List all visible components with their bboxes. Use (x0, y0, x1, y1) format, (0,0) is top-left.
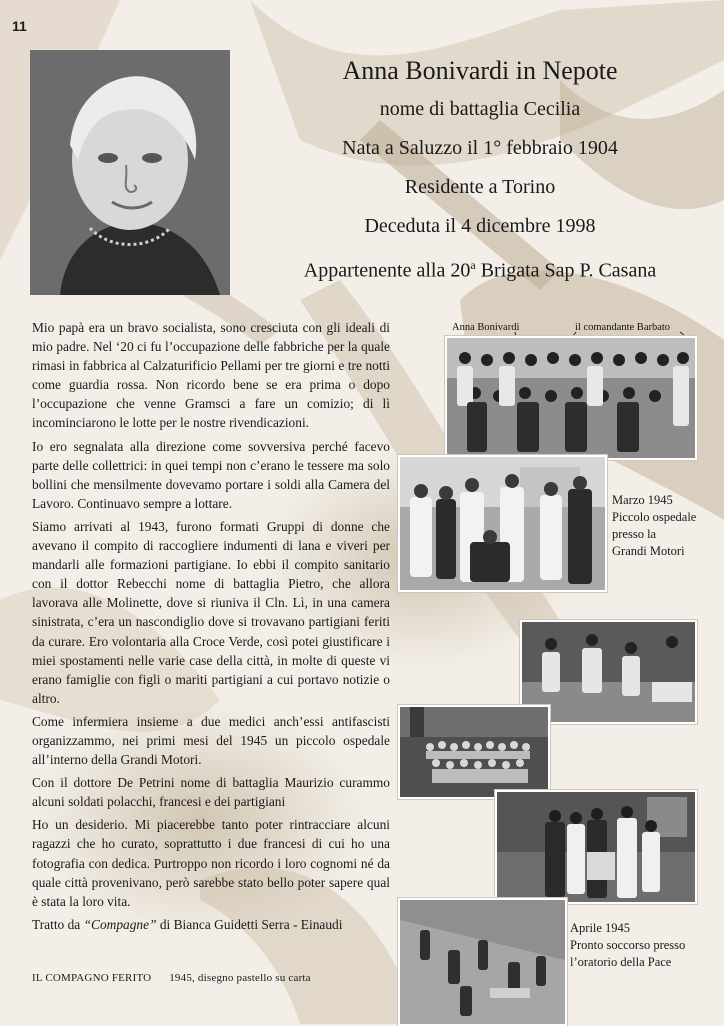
source-suffix: di Bianca Guidetti Serra - Einaudi (156, 916, 343, 932)
brigade-prefix: Appartenente alla 20 (303, 259, 471, 282)
brigade-line (250, 246, 710, 291)
source-citation (32, 915, 390, 934)
hospital-staff-photo (398, 455, 607, 592)
source-prefix: Tratto da (32, 916, 84, 932)
death-line: Deceduta il 4 dicembre 1998 (364, 215, 596, 237)
paragraph-1: Mio papà era un bravo socialista, sono cresciuta con gli ideali di mio padre. Nel ‘20 ci fu l’occupazione delle fabbriche per la quale rimasi in fabbrica al Calzaturificio Pellami per tre giorni e tre notti come guardia rossa. Non ricordo bene se era prima o dopo l’occupazione che venne Gramsci a fare un comizio; di lì incominciarono le lotte per le nostre rivendicazioni. (32, 320, 390, 431)
caption-marzo-line4: Grandi Motori (612, 544, 685, 558)
brigade-sup: a (470, 258, 476, 272)
large-group-photo (398, 705, 550, 799)
portrait-photo (30, 50, 230, 295)
label-commander-barbato: il comandante Barbato (575, 322, 671, 333)
paragraph-5: Con il dottore De Petrini nome di battaglia Maurizio curammo alcuni soldati polacchi, francesi e dei partigiani (32, 775, 390, 810)
paragraph-4: Come infermiera insieme a due medici anch’essi antifascisti organizzammo, nei primi mesi del 1945 un piccolo ospedale all’interno della Grandi Motori. (32, 713, 390, 768)
caption-aprile-1945 (570, 920, 685, 971)
birth-line: Nata a Saluzzo il 1° febbraio 1904 (342, 137, 618, 159)
person-name: Anna Bonivardi in Nepote (342, 56, 618, 85)
battle-name: nome di battaglia Cecilia (379, 98, 581, 120)
page-number: 11 (12, 18, 27, 34)
street-scene-photo (398, 898, 567, 1026)
testimony-text (32, 318, 390, 938)
caption-marzo-1945 (612, 492, 696, 560)
artwork-title: IL COMPAGNO FERITO (32, 972, 152, 984)
artwork-detail: 1945, disegno pastello su carta (169, 972, 311, 984)
artwork-credit (32, 972, 311, 984)
group-photo (445, 336, 697, 460)
soldiers-photo (495, 790, 697, 904)
brigade-suffix: Brigata Sap P. Casana (475, 259, 657, 282)
caption-marzo-line2: Piccolo ospedale (612, 510, 697, 524)
caption-marzo-line1: Marzo 1945 (612, 493, 673, 507)
paragraph-2: Io ero segnalata alla direzione come sovversiva perché facevo parte delle collettrici: in quei tempi non c’erano le tessere ma solo bollini che mensilmente dovevamo portare i soldi alla Camera del Lavoro. Continuavo sempre a lottare. (32, 438, 390, 511)
residence-line: Residente a Torino (404, 176, 556, 198)
caption-aprile-line1: Aprile 1945 (570, 921, 631, 935)
paragraph-3: Siamo arrivati al 1943, furono formati Gruppi di donne che avevano il compito di raccogliere indumenti di lana e viveri per mandarli alle formazioni partigiane. Io ebbi il compito sanitario con il dottor Rebecchi nome di battaglia Pietro, che allora lavorava alle Molinette, dove si riuniva il Cln. Lì, in una camera sinistrata, c’era un nascondiglio dove si trovavano partigiani feriti da curare. Ero volontaria alla Croce Verde, così potei giustificare i miei spostamenti nelle varie case della città, in molte di queste vi erano famiglie con figli o mariti partigiani a cui portavo notizie o altro. (32, 518, 390, 706)
paragraph-6: Ho un desiderio. Mi piacerebbe tanto poter rintracciare alcuni ragazzi che ho curato, soprattutto i due francesi di cui ho una fotografia con dedica. Purtroppo non ricordo i loro cognomi né da quale città provenivano, però sarebbe stato bello poter sapere qual è stata la loro vita. (32, 817, 390, 909)
caption-aprile-line2: Pronto soccorso presso (570, 938, 686, 952)
label-anna-bonivardi: Anna Bonivardi (452, 322, 520, 333)
source-book: “Compagne” (83, 916, 157, 932)
caption-marzo-line3: presso la (612, 527, 657, 541)
caption-aprile-line3: l’oratorio della Pace (570, 955, 672, 969)
header-block (250, 52, 710, 291)
